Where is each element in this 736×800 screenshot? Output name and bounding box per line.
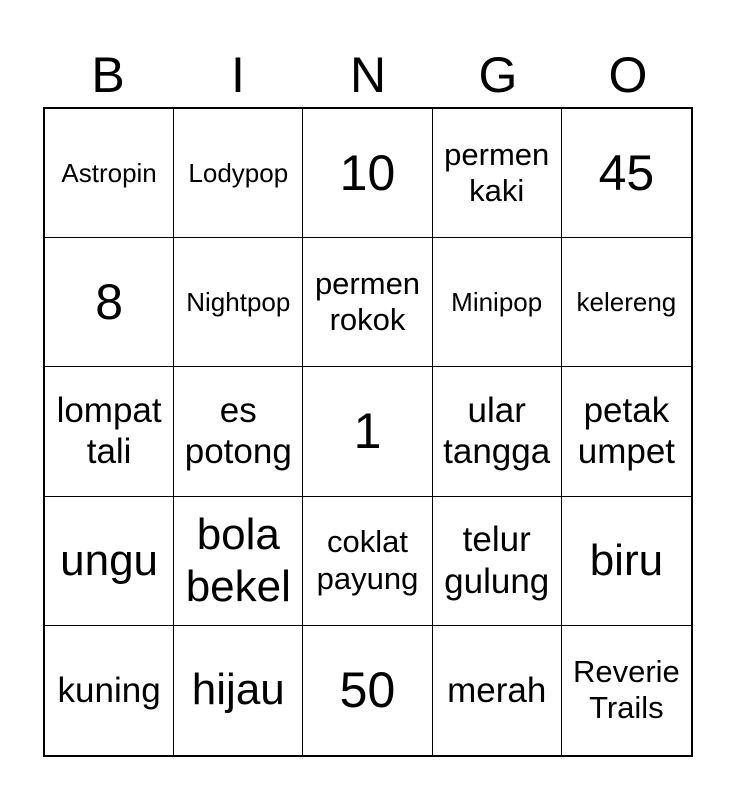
cell-label: ular tangga bbox=[443, 391, 551, 472]
cell-label: petak umpet bbox=[577, 391, 676, 472]
bingo-cell[interactable] bbox=[45, 238, 174, 367]
cell-label: kelereng bbox=[576, 286, 677, 317]
cell-label: Nightpop bbox=[186, 286, 291, 317]
bingo-cell[interactable] bbox=[433, 626, 562, 755]
bingo-cell[interactable] bbox=[174, 238, 303, 367]
cell-label: es potong bbox=[184, 391, 292, 472]
bingo-cell[interactable] bbox=[562, 367, 691, 496]
bingo-cell[interactable] bbox=[562, 238, 691, 367]
cell-label: lompat tali bbox=[56, 391, 162, 472]
cell-label: ungu bbox=[60, 535, 159, 585]
cell-label: 10 bbox=[339, 144, 396, 201]
cell-label: hijau bbox=[191, 665, 285, 715]
cell-label: 45 bbox=[598, 144, 655, 201]
cell-label: kuning bbox=[57, 670, 161, 710]
cell-label: 50 bbox=[339, 661, 396, 718]
bingo-cell[interactable] bbox=[174, 497, 303, 626]
cell-label: Reverie Trails bbox=[572, 653, 680, 726]
header-letter-i: I bbox=[231, 47, 245, 103]
bingo-cell[interactable] bbox=[562, 497, 691, 626]
bingo-cell[interactable] bbox=[45, 367, 174, 496]
bingo-cell[interactable] bbox=[562, 626, 691, 755]
bingo-cell[interactable] bbox=[174, 626, 303, 755]
cell-label: biru bbox=[589, 535, 664, 585]
bingo-cell[interactable] bbox=[303, 109, 432, 238]
bingo-cell[interactable] bbox=[174, 109, 303, 238]
cell-label: Minipop bbox=[451, 286, 543, 317]
bingo-cell[interactable] bbox=[433, 497, 562, 626]
cell-label: 8 bbox=[95, 273, 123, 330]
cell-label: permen kaki bbox=[444, 136, 550, 209]
bingo-board bbox=[43, 107, 693, 757]
header-letter-g: G bbox=[478, 47, 518, 103]
bingo-cell[interactable] bbox=[433, 109, 562, 238]
cell-label: Lodypop bbox=[188, 157, 289, 188]
bingo-cell[interactable] bbox=[303, 626, 432, 755]
cell-label: coklat payung bbox=[316, 524, 419, 596]
header-letter-o: O bbox=[608, 47, 648, 103]
bingo-cell[interactable] bbox=[433, 367, 562, 496]
cell-label: bola bekel bbox=[185, 509, 291, 611]
bingo-header bbox=[43, 44, 693, 106]
cell-label: 1 bbox=[353, 402, 382, 459]
cell-label: Astropin bbox=[61, 157, 157, 188]
header-letter-n: N bbox=[349, 47, 387, 103]
cell-label: permen rokok bbox=[314, 265, 421, 338]
bingo-cell[interactable] bbox=[45, 109, 174, 238]
cell-label: merah bbox=[447, 670, 547, 710]
bingo-cell[interactable] bbox=[303, 367, 432, 496]
bingo-cell[interactable] bbox=[562, 109, 691, 238]
bingo-cell[interactable] bbox=[45, 626, 174, 755]
header-letter-b: B bbox=[91, 47, 125, 103]
bingo-cell[interactable] bbox=[174, 367, 303, 496]
bingo-cell[interactable] bbox=[303, 497, 432, 626]
cell-label: telur gulung bbox=[444, 520, 550, 601]
bingo-cell[interactable] bbox=[433, 238, 562, 367]
bingo-cell[interactable] bbox=[45, 497, 174, 626]
bingo-cell[interactable] bbox=[303, 238, 432, 367]
